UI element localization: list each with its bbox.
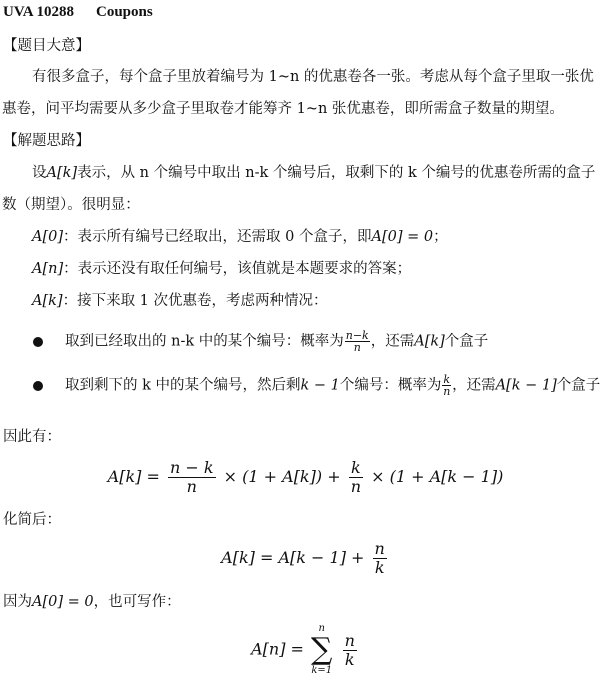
bullet-icon bbox=[33, 337, 43, 347]
case-a0 bbox=[32, 227, 448, 247]
fraction bbox=[442, 374, 451, 397]
numerator: n bbox=[344, 630, 355, 650]
text: ：接下来取 1 次优惠卷，考虑两种情况： bbox=[62, 293, 328, 309]
equation-2 bbox=[0, 540, 611, 577]
text: 因为 bbox=[3, 594, 32, 610]
problem-name: Coupons bbox=[96, 4, 153, 20]
numerator: k bbox=[349, 459, 363, 478]
therefore-label: 因此有： bbox=[3, 429, 61, 445]
fraction bbox=[373, 540, 387, 577]
equation-3 bbox=[0, 622, 611, 678]
text: ，也可写作： bbox=[93, 594, 181, 610]
numerator: n − k bbox=[169, 458, 214, 477]
symbol: k − 1 bbox=[300, 377, 340, 394]
fraction bbox=[349, 459, 363, 496]
symbol: A[k − 1] bbox=[495, 377, 557, 394]
sum-lower: k=1 bbox=[311, 665, 333, 676]
numerator: k bbox=[443, 373, 451, 386]
symbol-ak: A[k] bbox=[46, 165, 78, 181]
definition-line-2: 数（期望）。很明显： bbox=[2, 197, 140, 213]
text: 表示，从 n 个编号中取出 n-k 个编号后，取剩下的 k 个编号的优惠卷所需的盒子 bbox=[77, 165, 596, 181]
simplify-label: 化简后： bbox=[3, 512, 61, 528]
text: ，还需 bbox=[370, 333, 415, 350]
equation-1 bbox=[0, 459, 611, 496]
problem-code: UVA 10288 bbox=[3, 4, 74, 20]
text: 取到剩下的 k 中的某个编号，然后剩 bbox=[65, 377, 301, 394]
eq-tail: × (1 + A[k − 1]) bbox=[371, 467, 504, 486]
symbol-ak: A[k] bbox=[32, 293, 63, 309]
fraction bbox=[345, 330, 370, 353]
text: 个盒子 bbox=[556, 377, 601, 394]
text: ； bbox=[433, 229, 448, 245]
sigma-symbol: ∑ bbox=[311, 632, 333, 667]
eq-lhs: A[n] = bbox=[251, 639, 304, 659]
text: 取到已经取出的 n-k 中的某个编号：概率为 bbox=[65, 333, 344, 350]
definition-line-1 bbox=[32, 163, 595, 183]
bullet-icon bbox=[33, 381, 43, 391]
summary-line-2: 惠卷，问平均需要从多少盒子里取卷才能筹齐 1~n 张优惠卷，即所需盒子数量的期望。 bbox=[2, 101, 564, 117]
section-approach-heading: 【解题思路】 bbox=[3, 133, 90, 149]
denominator: k bbox=[374, 558, 385, 577]
text: ：表示还没有取任何编号，该值就是本题要求的答案； bbox=[63, 261, 412, 277]
since-line bbox=[3, 592, 181, 612]
text: ，还需 bbox=[452, 377, 496, 394]
bullet-case-2 bbox=[33, 374, 600, 397]
denominator: k bbox=[344, 649, 355, 669]
denominator: n bbox=[350, 477, 362, 496]
bullet-case-1 bbox=[33, 330, 488, 353]
numerator: n−k bbox=[345, 329, 369, 342]
denominator: n bbox=[443, 385, 451, 398]
page-title bbox=[3, 2, 153, 22]
symbol: A[k] bbox=[414, 333, 445, 350]
eq-lhs: A[k] = A[k − 1] + bbox=[221, 548, 365, 567]
summary-line-1: 有很多盒子，每个盒子里放着编号为 1~n 的优惠卷各一张。考虑从每个盒子里取一张优 bbox=[32, 69, 594, 85]
symbol-an: A[n] bbox=[32, 261, 64, 277]
equation-a0: A[0] = 0 bbox=[32, 594, 94, 610]
eq-lhs: A[k] = bbox=[107, 467, 160, 486]
denominator: n bbox=[353, 341, 361, 354]
text: 个编号：概率为 bbox=[339, 377, 442, 394]
fraction bbox=[343, 632, 357, 669]
summation bbox=[311, 622, 332, 678]
eq-mid: × (1 + A[k]) + bbox=[223, 467, 341, 486]
case-ak bbox=[32, 291, 328, 311]
denominator: n bbox=[186, 477, 197, 496]
symbol-a0: A[0] bbox=[32, 229, 64, 245]
sum-upper: n bbox=[318, 623, 325, 634]
fraction bbox=[168, 459, 216, 496]
equation-a0: A[0] = 0 bbox=[371, 229, 434, 245]
section-summary-heading: 【题目大意】 bbox=[3, 38, 90, 54]
case-an bbox=[32, 259, 411, 279]
numerator: n bbox=[374, 539, 385, 558]
text: 设 bbox=[32, 165, 47, 181]
text: 个盒子 bbox=[444, 333, 489, 350]
text: ：表示所有编号已经取出，还需取 0 个盒子，即 bbox=[63, 229, 372, 245]
